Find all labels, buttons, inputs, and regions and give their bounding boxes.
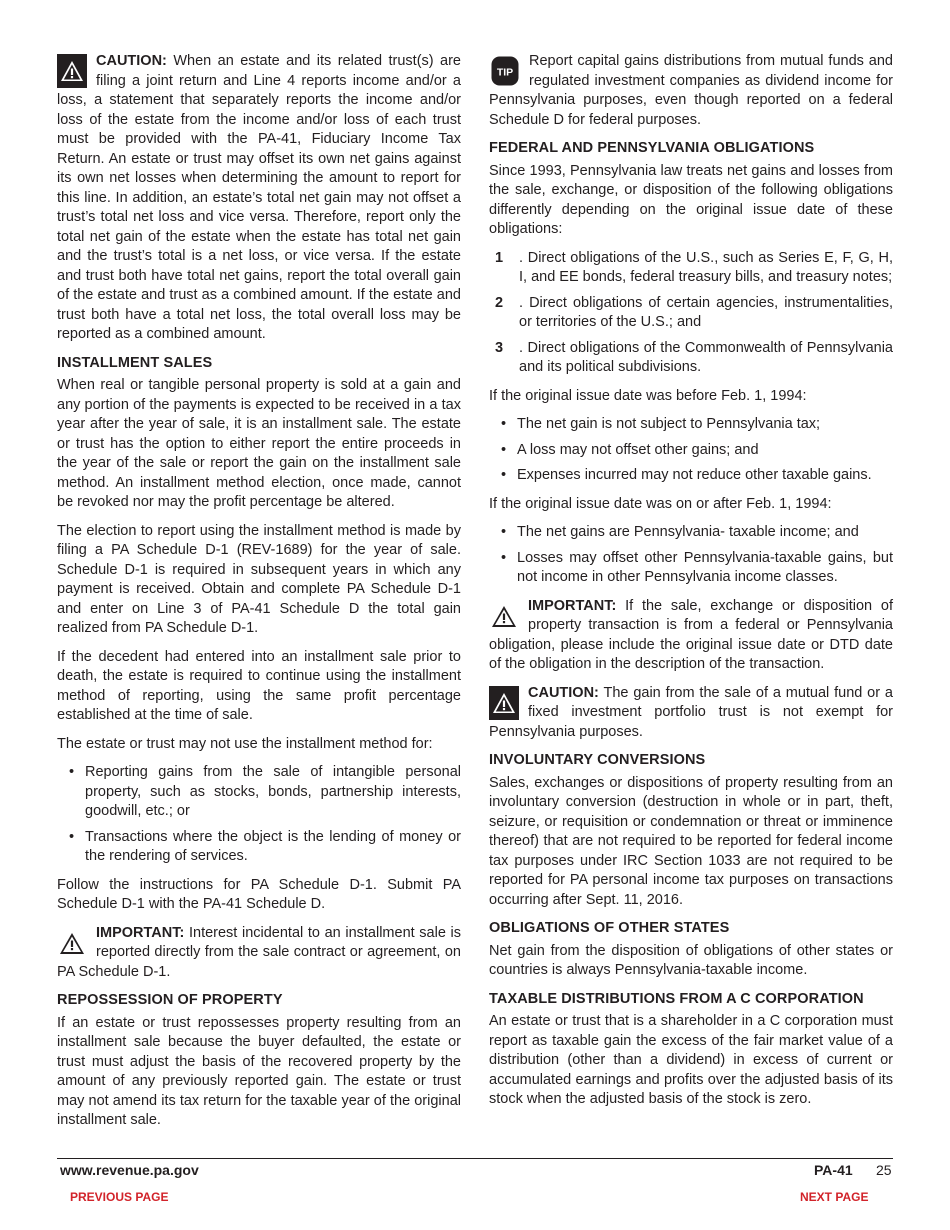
caution-text: When an estate and its related trust(s) are filing a joint return and Line 4 reports income and/or a loss, a statement that separately reports the income and/or loss of the estate from the income and/or loss of each trust must be provided with the PA-41, Fiduciary Income Tax Return. An estate or trust may offset its own net gains against its own net losses when determining the amount to report for this line. In addition, an estate’s total net gain may not offset a trust’s total net loss and vice versa. Therefore, report only the total net gain of the estate when the estate has total net gain and the trust’s total is a net loss, or vice versa. If the estate and trust both have total net gains, report the total overall gain of the estate and trust as a combined amount. If the estate and trust both have a total net loss, the total overall loss may be reported as a combined amount. bbox=[57, 53, 461, 342]
tip-icon-label: TIP bbox=[496, 66, 514, 79]
caution-label: CAUTION: bbox=[528, 684, 599, 701]
important-label: IMPORTANT: bbox=[96, 924, 185, 941]
installment-paragraph-5: Follow the instructions for PA Schedule D-1. Submit PA Schedule D-1 with the PA-41 Schedule D. bbox=[57, 876, 461, 912]
after-1994-intro: If the original issue date was on or after Feb. 1, 1994: bbox=[489, 495, 832, 512]
left-column bbox=[57, 52, 461, 1140]
important-text: If the sale, exchange or disposition of property transaction is from a federal or Pennsylvania obligation, please include the original issue date or DTD date of the obligation in the description of the transaction. bbox=[489, 597, 893, 672]
tip-text: Report capital gains distributions from mutual funds and regulated investment companies as dividend income for Pennsylvania purposes, even though reported on a federal Schedule D for federal purposes. bbox=[489, 53, 893, 128]
installment-paragraph-2: The election to report using the installment method is made by filing a PA Schedule D-1 (REV-1689) for the year of sale. Schedule D-1 is required in subsequent years in which any payment is received. Obtain and complete PA Schedule D-1 and enter on Line 3 of PA-41 Schedule D the total gain realized from PA Schedule D-1. bbox=[57, 522, 461, 636]
installment-paragraph-4: The estate or trust may not use the installment method for: bbox=[57, 735, 433, 752]
repossession-heading: REPOSSESSION OF PROPERTY bbox=[57, 992, 283, 1008]
important-text: Interest incidental to an installment sale is reported directly from the sale contract or agreement, on PA Schedule D-1. bbox=[57, 924, 461, 980]
installment-paragraph-3: If the decedent had entered into an installment sale prior to death, the estate is required to continue using the installment method of reporting, using the same profit percentage established at the time of sale. bbox=[57, 648, 461, 723]
installment-sales-heading: INSTALLMENT SALES bbox=[57, 354, 213, 371]
list-item: • The net gain is not subject to Pennsylvania tax; bbox=[489, 415, 893, 435]
federal-paragraph: Since 1993, Pennsylvania law treats net gains and losses from the sale, exchange, or disposition of the following obligations differently depending on the original issue date of these obligations: bbox=[489, 162, 893, 237]
list-item: • The net gains are Pennsylvania- taxable income; and bbox=[489, 523, 893, 543]
list-item: 2 . Direct obligations of certain agencies, instrumentalities, or territories of the U.S.; and bbox=[495, 294, 893, 330]
caution-text: The gain from the sale of a mutual fund or a fixed investment portfolio trust is not exempt for Pennsylvania purposes. bbox=[489, 684, 893, 740]
footer-divider bbox=[57, 1158, 893, 1159]
list-number: 3 bbox=[495, 339, 504, 356]
previous-page-link[interactable]: PREVIOUS PAGE bbox=[70, 1190, 169, 1204]
list-item: • Reporting gains from the sale of intangible personal property, such as stocks, bonds, partnership interests, goodwill, etc.; or bbox=[57, 763, 461, 822]
list-item: • Losses may offset other Pennsylvania-taxable gains, but not income in other Pennsylvania income classes. bbox=[489, 549, 893, 588]
involuntary-conversions-heading: INVOLUNTARY CONVERSIONS bbox=[489, 752, 706, 768]
list-text: Direct obligations of the Commonwealth of Pennsylvania and its political subdivisions. bbox=[519, 339, 893, 375]
federal-obligations-heading: FEDERAL AND PENNSYLVANIA OBLIGATIONS bbox=[489, 140, 815, 156]
tip-callout bbox=[489, 52, 893, 130]
installment-exclusions-list bbox=[57, 763, 461, 867]
other-states-heading: OBLIGATIONS OF OTHER STATES bbox=[489, 920, 730, 936]
list-text: Direct obligations of the U.S., such as Series E, F, G, H, I, and EE bonds, federal treasury bills, and treasury notes; bbox=[519, 249, 893, 285]
installment-paragraph-1: When real or tangible personal property is sold at a gain and any portion of the payments is expected to be received in a tax year after the year of sale, it is an installment sale. The estate or trust has the option to either report the entire proceeds in the year of the sale or report the gain on the installment sale method. An installment method election, once made, cannot be revoked nor may the profit percentage be altered. bbox=[57, 377, 461, 510]
footer-page-number: 25 bbox=[876, 1162, 892, 1178]
other-states-paragraph: Net gain from the disposition of obligations of other states or countries is always Pennsylvania-taxable income. bbox=[489, 942, 893, 978]
footer-website: www.revenue.pa.gov bbox=[60, 1162, 199, 1178]
caution-warning-icon bbox=[57, 54, 87, 88]
list-number: 1 bbox=[495, 249, 504, 266]
list-number: 2 bbox=[495, 294, 504, 311]
list-item: • A loss may not offset other gains; and bbox=[489, 441, 893, 461]
list-item: 1 . Direct obligations of the U.S., such as Series E, F, G, H, I, and EE bonds, federal treasury bills, and treasury notes; bbox=[495, 249, 893, 285]
important-warning-icon bbox=[489, 599, 519, 633]
after-1994-list bbox=[489, 523, 893, 588]
list-item: • Expenses incurred may not reduce other taxable gains. bbox=[489, 466, 893, 486]
important-callout bbox=[489, 597, 893, 675]
tip-icon bbox=[491, 56, 519, 86]
caution-warning-icon bbox=[489, 686, 519, 720]
caution-callout bbox=[57, 52, 461, 345]
involuntary-paragraph: Sales, exchanges or dispositions of property resulting from an involuntary conversion (destruction in whole or in part, theft, seizure, or requisition or condemnation or threat or imminence thereof) that are not required to be reported for federal income tax purposes under IRC Section 1033 are not required to be reported for PA personal income tax purposes on transactions occurring after Sept. 11, 2016. bbox=[489, 774, 893, 908]
important-callout bbox=[57, 924, 461, 983]
before-1994-list bbox=[489, 415, 893, 486]
caution-callout bbox=[489, 684, 893, 743]
list-item: • Transactions where the object is the lending of money or the rendering of services. bbox=[57, 828, 461, 867]
before-1994-intro: If the original issue date was before Feb. 1, 1994: bbox=[489, 387, 807, 404]
repossession-paragraph: If an estate or trust repossesses property resulting from an installment sale because the buyer defaulted, the estate or trust must adjust the basis of the recovered property by the amount of any previously reported gain. The estate or trust may not amend its tax return for the taxable year of the original installment sale. bbox=[57, 1014, 461, 1128]
list-text: Direct obligations of certain agencies, instrumentalities, or territories of the U.S.; and bbox=[519, 294, 893, 330]
important-label: IMPORTANT: bbox=[528, 597, 617, 614]
important-warning-icon bbox=[57, 926, 87, 960]
c-corporation-paragraph: An estate or trust that is a shareholder in a C corporation must report as taxable gain the excess of the fair market value of a distribution (other than a dividend) in excess of current or accumulated earnings and profits over the adjusted basis of its stock when the adjusted basis of the stock is zero. bbox=[489, 1013, 893, 1107]
c-corporation-heading: TAXABLE DISTRIBUTIONS FROM A C CORPORATION bbox=[489, 990, 864, 1007]
next-page-link[interactable]: NEXT PAGE bbox=[800, 1190, 869, 1204]
right-column bbox=[489, 52, 893, 1119]
obligations-numbered-list bbox=[489, 249, 893, 378]
list-item: 3 . Direct obligations of the Commonwealth of Pennsylvania and its political subdivisions. bbox=[495, 339, 893, 375]
caution-label: CAUTION: bbox=[96, 53, 167, 69]
footer-form-name: PA-41 bbox=[814, 1162, 853, 1178]
